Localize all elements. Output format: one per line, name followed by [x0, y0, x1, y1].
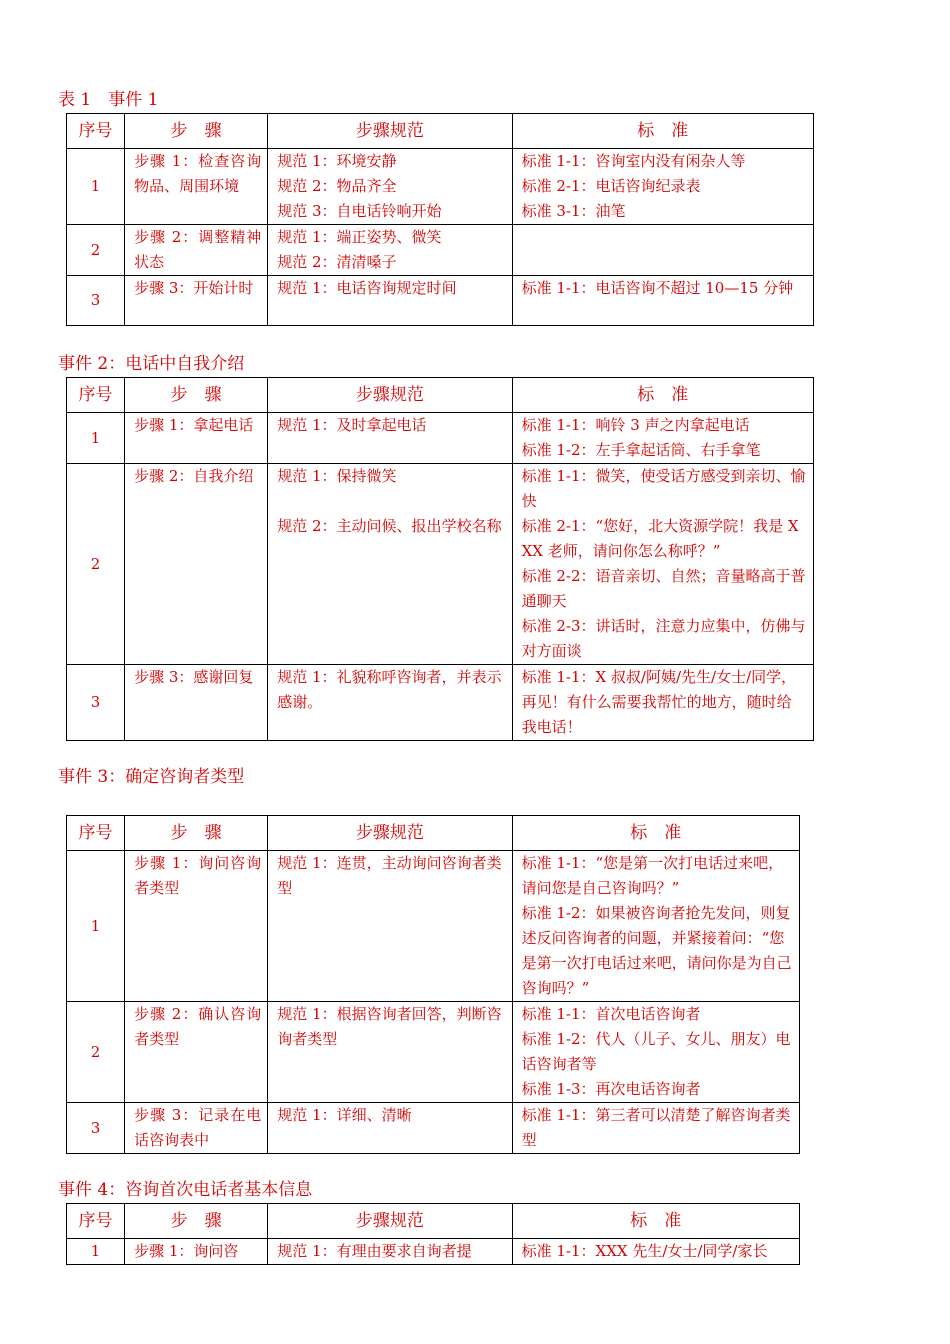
- table-row: [67, 1239, 800, 1265]
- standard-item: 标准 1-1：电话咨询不超过 10—15 分钟: [521, 279, 794, 297]
- norm-item: 规范 1：连贯，主动询问咨询者类型: [277, 854, 502, 897]
- standard-item: 标准 1-1：响铃 3 声之内拿起电话: [521, 416, 750, 434]
- standard-item: 标准 1-1：“您是第一次打电话过来吧，请问您是自己咨询吗？”: [521, 854, 784, 897]
- norm-item: 规范 3：自电话铃响开始: [277, 202, 442, 220]
- header-seq: 序号: [67, 816, 125, 851]
- step-cell: 步骤 3：感谢回复: [134, 668, 254, 686]
- step-cell: 步骤 2：调整精神状态: [134, 228, 262, 271]
- step-cell: 步骤 2：自我介绍: [134, 467, 254, 485]
- header-step: 步 骤: [125, 114, 268, 149]
- header-norm: 步骤规范: [268, 816, 512, 851]
- table-header-row: [67, 1204, 800, 1239]
- header-step: 步 骤: [125, 378, 268, 413]
- row-number: 1: [67, 149, 125, 225]
- row-number: 1: [67, 851, 125, 1002]
- standard-item: 标准 2-1：“您好，北大资源学院！我是 XXX 老师，请问你怎么称呼？”: [521, 517, 799, 560]
- norm-item: 规范 2：物品齐全: [277, 177, 397, 195]
- norm-item: 规范 1：保持微笑: [277, 467, 397, 485]
- standard-item: 标准 1-1：第三者可以清楚了解咨询者类型: [521, 1106, 791, 1149]
- table-row: [67, 1103, 800, 1154]
- standard-item: 标准 1-3：再次电话咨询者: [521, 1080, 701, 1098]
- table1-caption: 表 1 事件 1: [58, 90, 159, 110]
- standard-cell-empty: [512, 225, 813, 276]
- table-row: [67, 149, 814, 225]
- standard-item: 标准 1-1：微笑，使受话方感受到亲切、愉快: [521, 467, 806, 510]
- header-seq: 序号: [67, 114, 125, 149]
- header-seq: 序号: [67, 1204, 125, 1239]
- standard-item: 标准 2-2：语音亲切、自然；音量略高于普通聊天: [521, 567, 806, 610]
- blank-line: [277, 489, 504, 514]
- step-cell: 步骤 1：拿起电话: [134, 416, 254, 434]
- header-standard: 标 准: [512, 378, 813, 413]
- step-cell: 步骤 2：确认咨询者类型: [134, 1005, 262, 1048]
- event1-table: [66, 113, 814, 326]
- table4-caption: 事件 4：咨询首次电话者基本信息: [58, 1180, 313, 1200]
- table-header-row: [67, 816, 800, 851]
- header-standard: 标 准: [512, 816, 799, 851]
- norm-item: 规范 1：环境安静: [277, 152, 397, 170]
- event2-table: [66, 377, 814, 741]
- norm-item: 规范 1：礼貌称呼咨询者，并表示感谢。: [277, 668, 502, 711]
- step-cell: 步骤 1：询问咨: [134, 1242, 239, 1260]
- row-number: 3: [67, 276, 125, 326]
- standard-item: 标准 1-2：如果被咨询者抢先发问，则复述反问咨询者的问题，并紧接着问：“您是第一次打电话过来吧，请问你是为自己咨询吗？”: [521, 904, 792, 997]
- row-number: 3: [67, 1103, 125, 1154]
- header-standard: 标 准: [512, 114, 813, 149]
- standard-item: 标准 3-1：油笔: [521, 202, 626, 220]
- norm-item: 规范 1：有理由要求自询者提: [277, 1242, 472, 1260]
- header-seq: 序号: [67, 378, 125, 413]
- event4-table: [66, 1203, 800, 1265]
- header-norm: 步骤规范: [268, 114, 512, 149]
- table-row: [67, 665, 814, 741]
- standard-item: 标准 1-1：X 叔叔/阿姨/先生/女士/同学，再见！有什么需要我帮忙的地方，随时给我电话！: [521, 668, 797, 736]
- standard-item: 标准 1-2：左手拿起话筒、右手拿笔: [521, 441, 761, 459]
- header-norm: 步骤规范: [268, 378, 512, 413]
- table3-caption: 事件 3：确定咨询者类型: [58, 767, 245, 787]
- table-header-row: [67, 114, 814, 149]
- step-cell: 步骤 1：询问咨询者类型: [134, 854, 262, 897]
- header-step: 步 骤: [125, 1204, 268, 1239]
- norm-item: 规范 2：主动问候、报出学校名称: [277, 517, 502, 535]
- header-standard: 标 准: [512, 1204, 799, 1239]
- standard-item: 标准 1-1：咨询室内没有闲杂人等: [521, 152, 746, 170]
- step-cell: 步骤 1：检查咨询物品、周围环境: [134, 152, 262, 195]
- row-number: 2: [67, 464, 125, 665]
- event3-table: [66, 815, 800, 1154]
- standard-item: 标准 1-2：代人（儿子、女儿、朋友）电话咨询者等: [521, 1030, 791, 1073]
- standard-item: 标准 1-1：首次电话咨询者: [521, 1005, 701, 1023]
- header-step: 步 骤: [125, 816, 268, 851]
- step-cell: 步骤 3：开始计时: [134, 279, 254, 297]
- step-cell: 步骤 3：记录在电话咨询表中: [134, 1106, 262, 1149]
- table2-caption: 事件 2：电话中自我介绍: [58, 354, 245, 374]
- standard-item: 标准 2-3：讲话时，注意力应集中，仿佛与对方面谈: [521, 617, 806, 660]
- table-row: [67, 225, 814, 276]
- norm-item: 规范 1：及时拿起电话: [277, 416, 427, 434]
- norm-item: 规范 1：详细、清晰: [277, 1106, 412, 1124]
- standard-item: 标准 1-1：XXX 先生/女士/同学/家长: [521, 1242, 768, 1260]
- table-row: [67, 1002, 800, 1103]
- table-header-row: [67, 378, 814, 413]
- norm-item: 规范 2：清清嗓子: [277, 253, 397, 271]
- norm-item: 规范 1：根据咨询者回答，判断咨询者类型: [277, 1005, 502, 1048]
- row-number: 2: [67, 1002, 125, 1103]
- table-row: [67, 851, 800, 1002]
- standard-item: 标准 2-1：电话咨询纪录表: [521, 177, 701, 195]
- table-row: [67, 276, 814, 326]
- norm-item: 规范 1：电话咨询规定时间: [277, 279, 457, 297]
- row-number: 1: [67, 413, 125, 464]
- table-row: [67, 464, 814, 665]
- row-number: 3: [67, 665, 125, 741]
- norm-item: 规范 1：端正姿势、微笑: [277, 228, 442, 246]
- row-number: 1: [67, 1239, 125, 1265]
- table-row: [67, 413, 814, 464]
- row-number: 2: [67, 225, 125, 276]
- header-norm: 步骤规范: [268, 1204, 512, 1239]
